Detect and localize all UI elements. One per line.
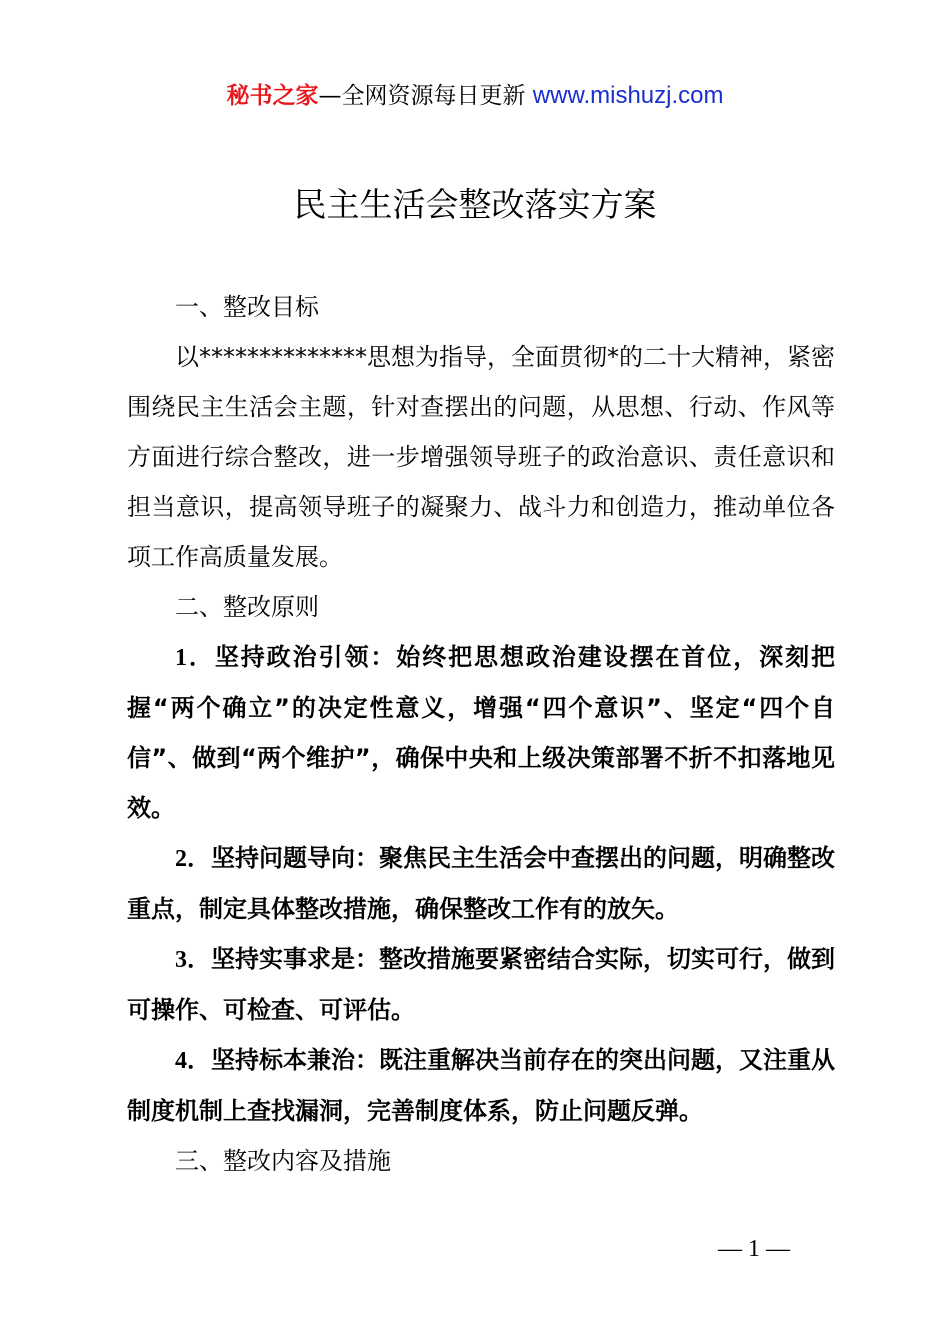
- header-tagline: —全网资源每日更新: [318, 83, 526, 109]
- site-url-link[interactable]: www.mishuzj.com: [532, 82, 724, 109]
- principle-number: 1．: [175, 645, 215, 671]
- goals-paragraph: 以**************思想为指导，全面贯彻*的二十大精神，紧密围绕民主生活会主题，针对查摆出的问题，从思想、行动、作风等方面进行综合整改，进一步增强领导班子的政治意识、责任意识和担当意识，提高领导班子的凝聚力、战斗力和创造力，推动单位各项工作高质量发展。: [127, 343, 835, 571]
- brand-name: 秘书之家: [226, 83, 319, 109]
- principle-number: 3．: [175, 947, 211, 973]
- principle-text: 坚持实事求是：整改措施要紧密结合实际，切实可行，做到可操作、可检查、可评估。: [127, 945, 835, 1024]
- principle-text: 坚持政治引领：始终把思想政治建设摆在首位，深刻把握“两个确立”的决定性意义，增强“四个意识”、坚定“四个自信”、做到“两个维护”，确保中央和上级决策部署不折不扣落地见效。: [127, 643, 836, 822]
- principle-text: 坚持问题导向：聚焦民主生活会中查摆出的问题，明确整改重点，制定具体整改措施，确保整改工作有的放矢。: [127, 844, 835, 923]
- page-number: — 1 —: [718, 1236, 790, 1262]
- principle-item: [127, 632, 835, 833]
- document-body: [127, 282, 835, 1186]
- principle-item: [127, 1035, 835, 1136]
- principle-number: 2．: [175, 846, 211, 872]
- section-heading-principles: 二、整改原则: [175, 593, 319, 621]
- principle-item: [127, 934, 835, 1035]
- section-heading-measures: 三、整改内容及措施: [175, 1147, 391, 1175]
- site-header: [0, 80, 950, 112]
- document-title: 民主生活会整改落实方案: [293, 185, 657, 224]
- principle-item: [127, 833, 835, 934]
- principle-text: 坚持标本兼治：既注重解决当前存在的突出问题，又注重从制度机制上查找漏洞，完善制度体系，防止问题反弹。: [127, 1046, 835, 1125]
- section-heading-goals: 一、整改目标: [175, 293, 319, 321]
- principle-number: 4．: [175, 1048, 211, 1074]
